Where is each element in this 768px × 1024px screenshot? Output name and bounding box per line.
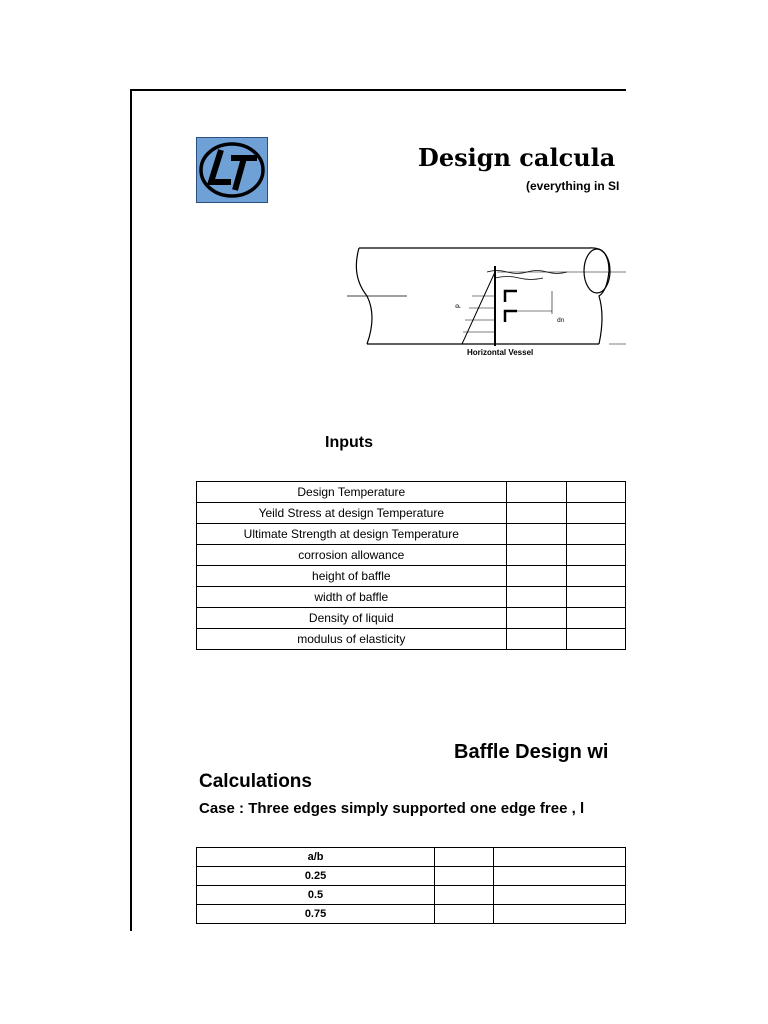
case-description: Case : Three edges simply supported one edge free , l [199, 800, 585, 817]
input-label: width of baffle [197, 587, 507, 608]
input-value-cell[interactable] [506, 545, 567, 566]
table-cell[interactable] [435, 905, 494, 924]
input-unit-cell[interactable] [567, 503, 626, 524]
table-cell[interactable] [435, 886, 494, 905]
input-unit-cell[interactable] [567, 629, 626, 650]
input-label: corrosion allowance [197, 545, 507, 566]
table-row [197, 867, 626, 886]
table-row [197, 587, 626, 608]
company-logo [196, 137, 268, 203]
input-value-cell[interactable] [506, 608, 567, 629]
table-row [197, 608, 626, 629]
inputs-table [196, 481, 626, 650]
input-value-cell[interactable] [506, 629, 567, 650]
input-label: modulus of elasticity [197, 629, 507, 650]
units-note: (everything in SI [526, 179, 620, 193]
input-label: Yeild Stress at design Temperature [197, 503, 507, 524]
horizontal-vessel-diagram: s p dn [347, 236, 626, 366]
input-label: height of baffle [197, 566, 507, 587]
ratio-value: 0.5 [197, 886, 435, 905]
input-label: Density of liquid [197, 608, 507, 629]
input-value-cell[interactable] [506, 503, 567, 524]
table-row [197, 545, 626, 566]
input-unit-cell[interactable] [567, 482, 626, 503]
document-page [130, 89, 655, 931]
document-title: Design calcula [418, 143, 616, 172]
section-title: Baffle Design wi [454, 741, 609, 763]
input-unit-cell[interactable] [567, 587, 626, 608]
table-row [197, 482, 626, 503]
input-value-cell[interactable] [506, 566, 567, 587]
calculations-heading: Calculations [199, 771, 312, 792]
input-unit-cell[interactable] [567, 524, 626, 545]
table-cell[interactable] [494, 886, 626, 905]
input-unit-cell[interactable] [567, 566, 626, 587]
table-cell[interactable] [494, 905, 626, 924]
input-value-cell[interactable] [506, 482, 567, 503]
diagram-caption: Horizontal Vessel [467, 348, 534, 357]
table-row [197, 905, 626, 924]
lt-logo-icon [197, 138, 267, 202]
svg-text:p: p [454, 304, 461, 308]
svg-text:dn: dn [557, 317, 565, 324]
inputs-heading: Inputs [325, 434, 373, 451]
table-row [197, 524, 626, 545]
table-cell[interactable] [494, 867, 626, 886]
ratio-value: 0.25 [197, 867, 435, 886]
table-cell[interactable] [435, 867, 494, 886]
input-value-cell[interactable] [506, 524, 567, 545]
input-label: Ultimate Strength at design Temperature [197, 524, 507, 545]
ratio-value: 0.75 [197, 905, 435, 924]
ratio-header: a/b [197, 848, 435, 867]
table-row [197, 886, 626, 905]
input-label: Design Temperature [197, 482, 507, 503]
table-cell[interactable] [435, 848, 494, 867]
table-row [197, 566, 626, 587]
input-unit-cell[interactable] [567, 545, 626, 566]
table-cell[interactable] [494, 848, 626, 867]
input-unit-cell[interactable] [567, 608, 626, 629]
input-value-cell[interactable] [506, 587, 567, 608]
ratio-table [196, 847, 626, 924]
table-row [197, 503, 626, 524]
table-header-row [197, 848, 626, 867]
table-row [197, 629, 626, 650]
